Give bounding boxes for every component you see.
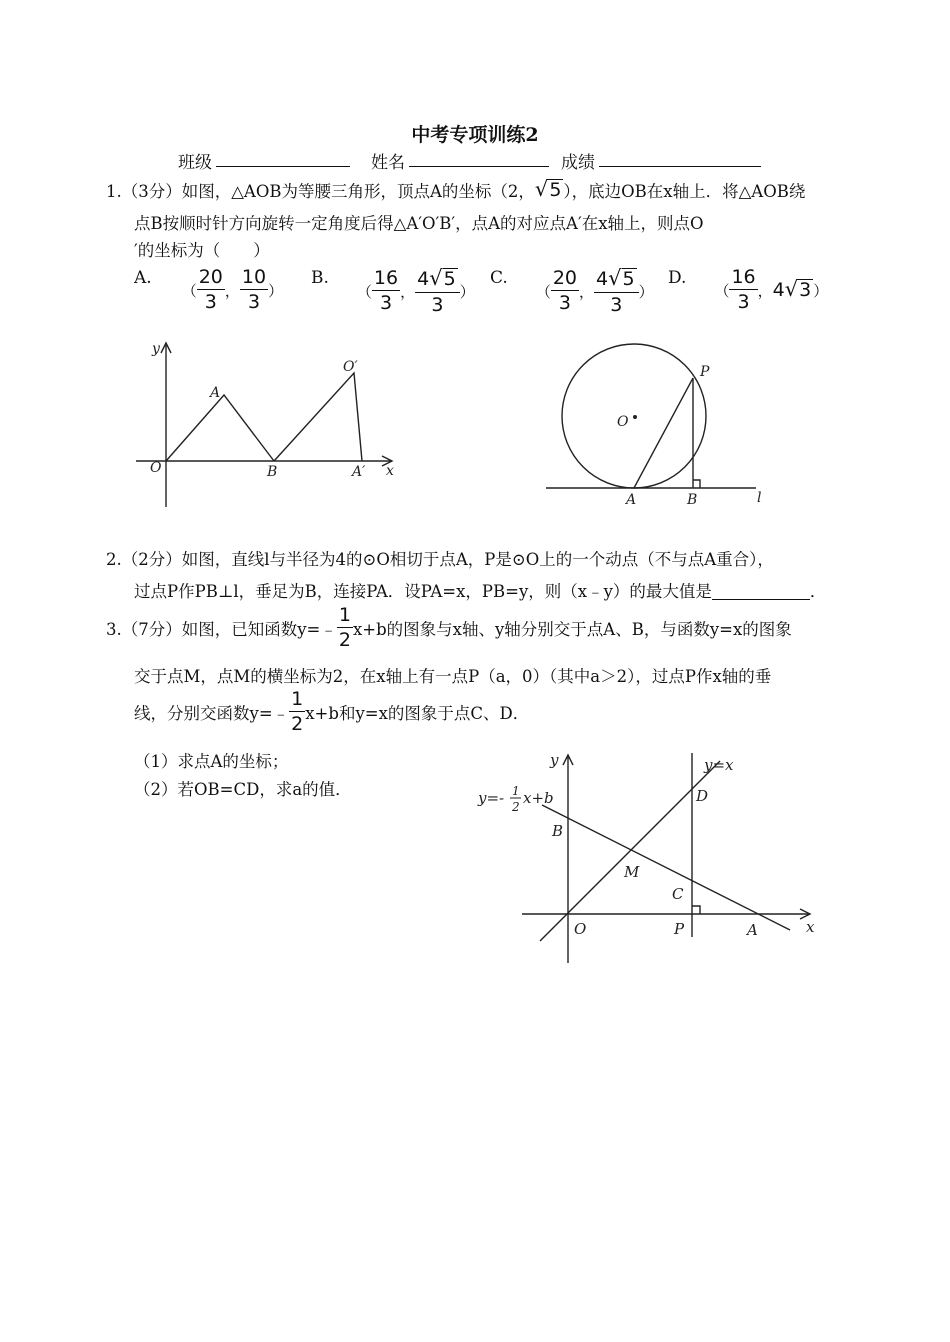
fig2-right-angle (693, 480, 700, 488)
option-d-y: 4 √ 3 (772, 277, 812, 301)
fig3-yx-label: y=x (704, 756, 734, 774)
option-b-label: B. (311, 268, 329, 288)
q3-line2: 交于点M，点M的横坐标为2，在x轴上有一点P（a，0）（其中a＞2），过点P作x轴的垂 (134, 667, 772, 686)
q3-frac: $\frac{1}{2}$ (338, 604, 351, 651)
option-c-y: 4 √ 5 3 (594, 268, 639, 315)
fig2-o-label: O (617, 414, 629, 430)
option-b-y: 4 √ 5 3 (415, 268, 460, 315)
q3-line3 (134, 690, 529, 734)
fig2-p-label: P (700, 364, 710, 380)
fig3-m-label: M (624, 863, 640, 881)
fig1-x-label: x (386, 463, 394, 479)
q2-line2-end: ． (809, 582, 827, 601)
option-c-x: $\frac{20}{3}$ (552, 267, 578, 315)
fig3-line-label-pre: y=- (478, 789, 505, 807)
fig3-a-label: A (747, 921, 758, 939)
q1-option-b[interactable]: B. （ $\frac{16}{3}$ ， 4 √ 5 3 ） (311, 266, 475, 316)
q3-line1 (106, 606, 792, 650)
q1-line1 (106, 178, 805, 202)
fig3-line-label-num: 1 (512, 784, 520, 798)
q1-line1-post: ），底边OB在x轴上．将△AOB绕 (563, 182, 806, 201)
q2-line1: 2.（2分）如图，直线l与半径为4的⊙O相切于点A，P是⊙O上的一个动点（不与点A重合）， (106, 550, 774, 569)
fig1-triangle-rotated (274, 373, 362, 461)
option-a-label: A. (134, 268, 152, 288)
option-a-y: $\frac{10}{3}$ (241, 266, 267, 313)
fig1-o-label: O (150, 460, 162, 476)
fig3-y-label: y (550, 751, 559, 769)
class-label: 班级 (178, 153, 212, 173)
fig3-p-label: P (674, 920, 685, 938)
q1-option-d[interactable]: D. （ $\frac{16}{3}$ ， 4 √ 3 ） (668, 266, 829, 313)
q1-line1-pre: 1.（3分）如图，△AOB为等腰三角形，顶点A的坐标（2， (106, 182, 535, 201)
figure-1 (130, 335, 410, 510)
fig1-y-label: y (152, 341, 160, 357)
class-blank[interactable] (216, 150, 350, 171)
option-d-label: D. (668, 268, 687, 288)
option-a-x: $\frac{20}{3}$ (198, 266, 223, 313)
q3-frac-2: $\frac{1}{2}$ (291, 688, 304, 735)
q1-option-a[interactable]: A. （ $\frac{20}{3}$ ， $\frac{10}{3}$ ） (134, 266, 284, 313)
fig3-line-label-den: 2 (512, 800, 520, 814)
fig1-triangle-aob (166, 395, 274, 461)
name-blank[interactable] (409, 150, 549, 171)
fig1-o-prime-label: O′ (343, 359, 358, 375)
q1-sqrt: √ 5 (534, 177, 562, 202)
fig3-x-label: x (806, 918, 815, 936)
q2-answer-blank[interactable] (712, 583, 810, 600)
fig3-o-label: O (574, 920, 587, 938)
q3-sub2: （2）若OB=CD，求a的值． (134, 780, 352, 799)
fig2-segment-pa (634, 378, 693, 488)
page-title: 中考专项训练2 (411, 124, 539, 146)
fig2-l-label: l (757, 490, 762, 506)
fig2-a-label: A (626, 492, 637, 508)
fig2-b-label: B (687, 492, 698, 508)
q3-line1-post: x+b的图象与x轴、y轴分别交于点A、B，与函数y=x的图象 (352, 620, 792, 639)
q3-line3-post: x+b和y=x的图象于点C、D． (305, 704, 530, 723)
name-label: 姓名 (371, 153, 405, 173)
fig2-center-dot (633, 415, 637, 419)
fig3-line-label-post: x+b (523, 789, 554, 807)
fig3-d-label: D (696, 787, 709, 805)
q3-sub1: （1）求点A的坐标； (134, 752, 289, 771)
fig3-c-label: C (672, 885, 684, 903)
option-b-x: $\frac{16}{3}$ (373, 267, 399, 315)
figure-2 (540, 335, 780, 510)
q2-line2-text: 过点P作PB⊥l，垂足为B，连接PA．设PA=x，PB=y，则（x﹣y）的最大值是 (134, 582, 712, 601)
q1-option-c[interactable]: C. （ $\frac{20}{3}$ ， 4 √ 5 3 ） (490, 266, 654, 316)
q2-line2 (134, 578, 826, 602)
fig3-line-decreasing (542, 805, 790, 930)
score-label: 成绩 (561, 153, 595, 173)
fig3-right-angle (692, 906, 700, 914)
q1-line2: 点B按顺时针方向旋转一定角度后得△A′O′B′，点A的对应点A′在x轴上，则点O (134, 214, 704, 233)
option-d-x: $\frac{16}{3}$ (731, 266, 756, 313)
option-c-label: C. (490, 268, 508, 288)
figure-3 (470, 745, 830, 970)
fig1-a-label: A (210, 385, 221, 401)
score-blank[interactable] (599, 150, 761, 171)
q3-line3-pre: 线，分别交函数y=﹣ (134, 704, 290, 723)
q1-sqrt-value: 5 (549, 179, 562, 202)
fig1-b-label: B (267, 464, 278, 480)
q3-line1-pre: 3.（7分）如图，已知函数y=﹣ (106, 620, 337, 639)
fig3-b-label: B (552, 822, 564, 840)
q1-line3: ′的坐标为（ ） (134, 241, 270, 260)
fig1-a-prime-label: A′ (352, 464, 366, 480)
